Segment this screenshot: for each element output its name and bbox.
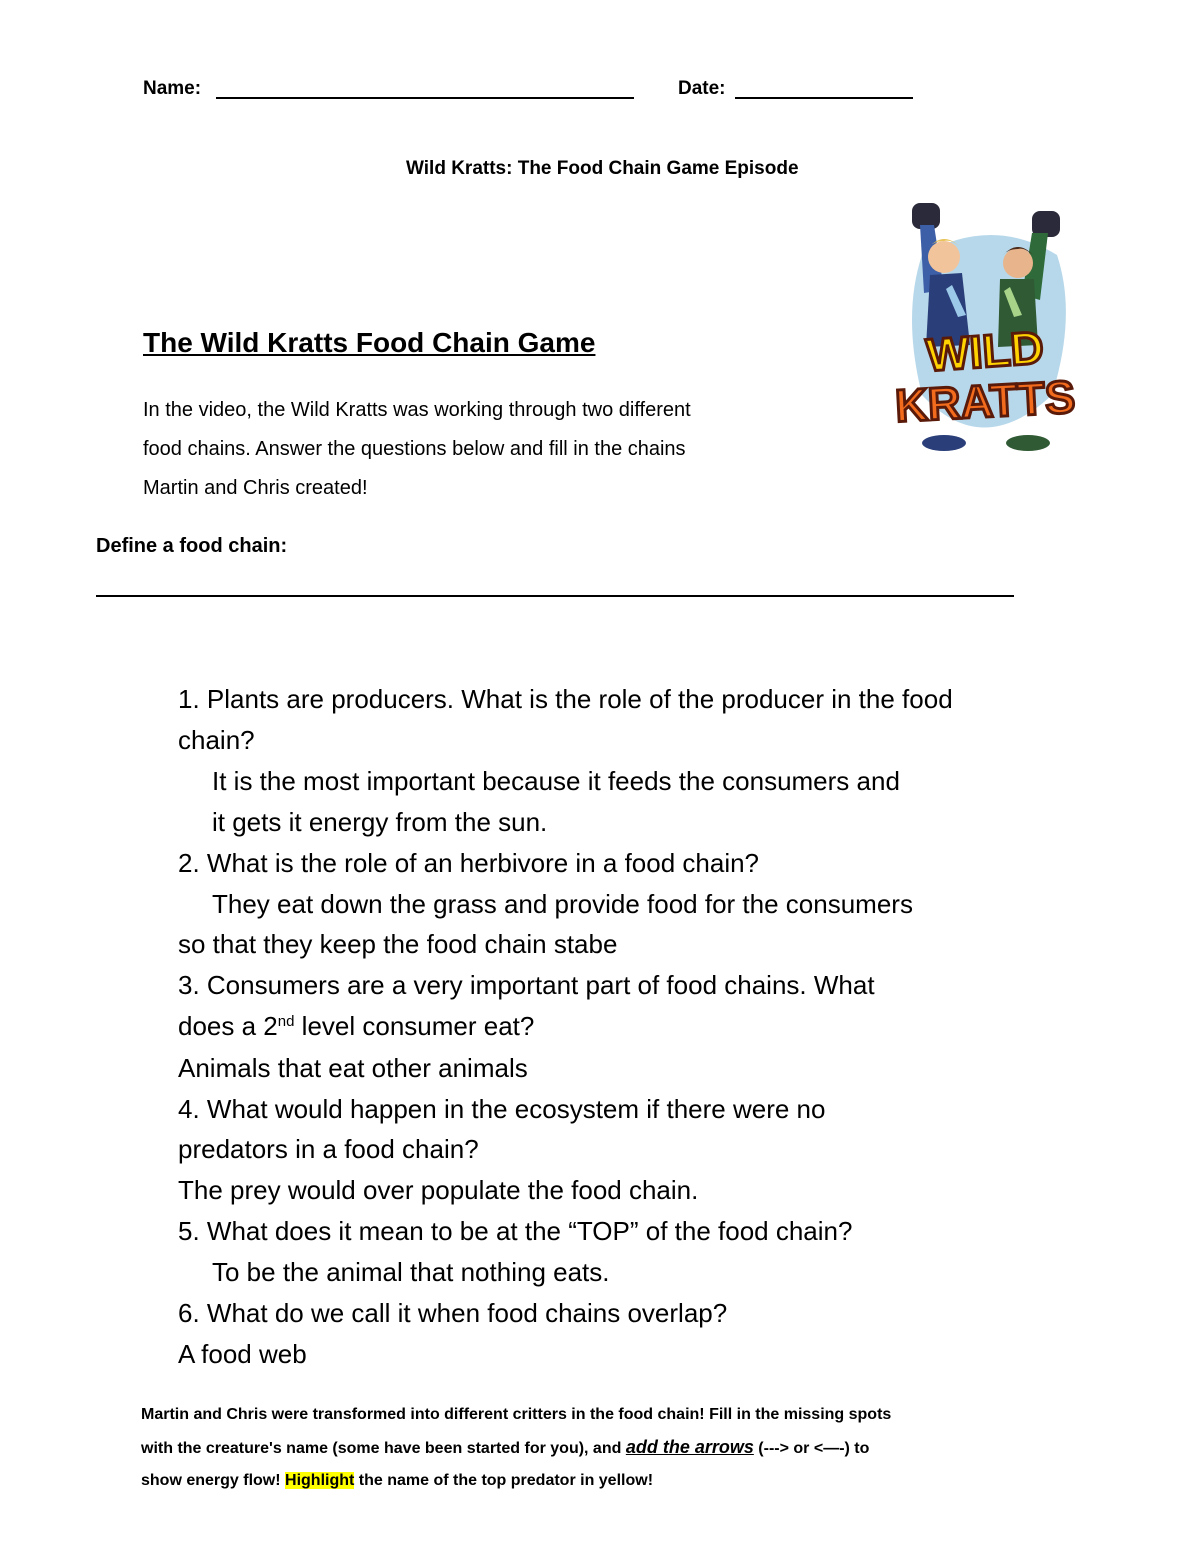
question-2: 2. What is the role of an herbivore in a food chain?: [178, 848, 760, 878]
question-6: 6. What do we call it when food chains overlap?: [178, 1298, 728, 1328]
footer-text: with the creature's name (some have been started for you), and: [141, 1440, 626, 1457]
define-label: Define a food chain:: [96, 535, 288, 557]
footer-line: [141, 1465, 1061, 1497]
question-1-cont: chain?: [178, 725, 255, 755]
answer-1: It is the most important because it feeds the consumers and: [212, 766, 900, 796]
name-field[interactable]: [216, 97, 634, 99]
intro-line: food chains. Answer the questions below and fill in the chains: [143, 438, 686, 460]
intro-line: Martin and Chris created!: [143, 477, 368, 499]
footer-instructions: [141, 1399, 1061, 1497]
answer-2: They eat down the grass and provide food for the consumers: [212, 889, 913, 919]
question-4: 4. What would happen in the ecosystem if there were no: [178, 1094, 826, 1124]
section-title: The Wild Kratts Food Chain Game: [143, 327, 596, 358]
define-answer-field[interactable]: [96, 595, 1014, 597]
answer-1-cont: it gets it energy from the sun.: [212, 807, 548, 837]
date-label: Date:: [678, 78, 726, 99]
question-1: 1. Plants are producers. What is the role of the producer in the food: [178, 684, 953, 714]
footer-text: (---> or <—-) to: [753, 1440, 870, 1457]
answer-3: Animals that eat other animals: [178, 1053, 528, 1083]
question-3-text: does a 2: [178, 1011, 278, 1041]
intro-paragraph: [143, 391, 863, 508]
add-arrows-emphasis: add the arrows: [625, 1437, 754, 1457]
footer-line: Martin and Chris were transformed into different critters in the food chain! Fill in the missing spots: [141, 1406, 892, 1423]
name-label: Name:: [143, 78, 202, 99]
footer-line: [141, 1431, 1061, 1465]
question-3: 3. Consumers are a very important part of food chains. What: [178, 970, 875, 1000]
episode-title: Wild Kratts: The Food Chain Game Episode: [406, 158, 799, 179]
question-3-text: level consumer eat?: [294, 1011, 535, 1041]
date-field[interactable]: [735, 97, 913, 99]
answer-5: To be the animal that nothing eats.: [212, 1257, 610, 1287]
answer-2-cont: so that they keep the food chain stabe: [178, 929, 618, 959]
answer-6: A food web: [178, 1339, 307, 1369]
logo-word-wild: WILD: [924, 321, 1046, 382]
question-3-cont: [178, 1006, 534, 1047]
wild-kratts-logo: [882, 195, 1090, 457]
answer-4: The prey would over populate the food chain.: [178, 1175, 699, 1205]
question-4-cont: predators in a food chain?: [178, 1134, 479, 1164]
intro-line: In the video, the Wild Kratts was working through two different: [143, 399, 691, 421]
ordinal-superscript: nd: [277, 1013, 295, 1030]
footer-text: show energy flow!: [141, 1472, 286, 1489]
highlight-word: Highlight: [285, 1472, 355, 1489]
question-5: 5. What does it mean to be at the “TOP” of the food chain?: [178, 1216, 853, 1246]
footer-text: the name of the top predator in yellow!: [354, 1472, 654, 1489]
logo-word-kratts: KRATTS: [893, 370, 1080, 432]
